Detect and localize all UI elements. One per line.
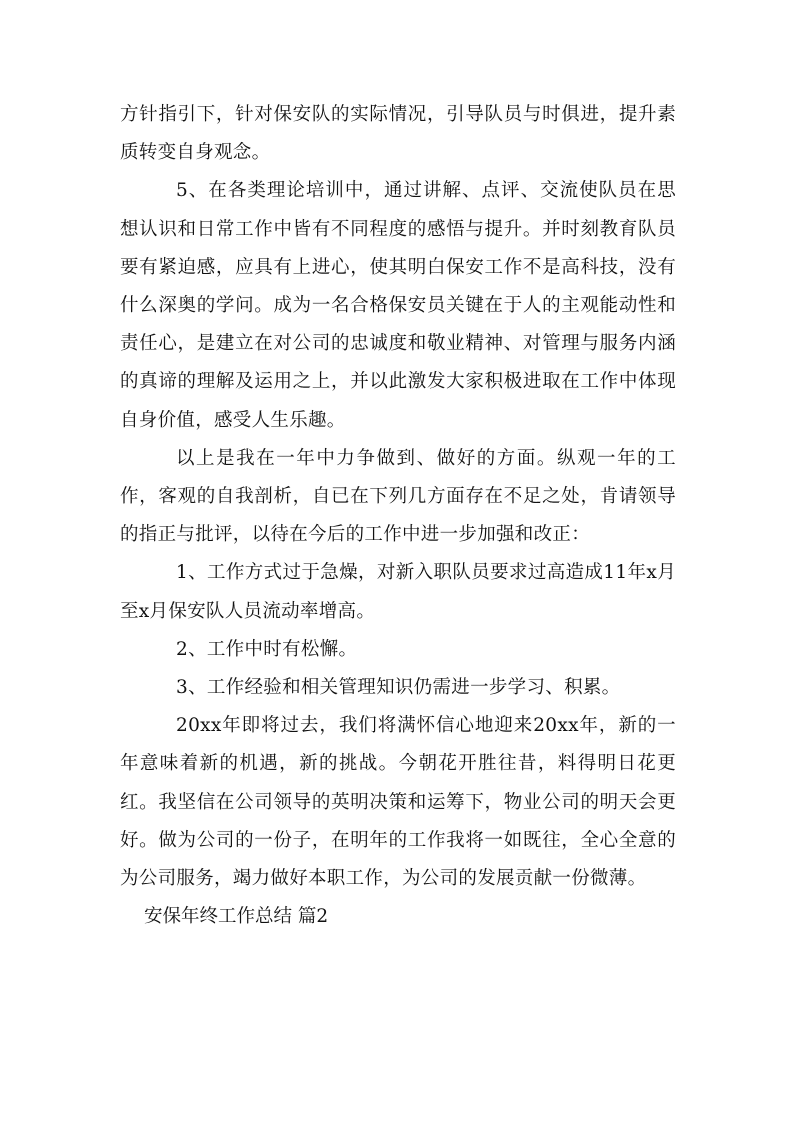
paragraph-item-5: 5、在各类理论培训中，通过讲解、点评、交流使队员在思想认识和日常工作中皆有不同程度的感悟与提升。并时刻教育队员要有紧迫感，应具有上进心，使其明白保安工作不是高科技，没有什么深奥的学问。成为一名合格保安员关键在于人的主观能动性和责任心，是建立在对公司的忠诚度和敬业精神、对管理与服务内涵的真谛的理解及运用之上，并以此激发大家积极进取在工作中体现自身价值，感受人生乐趣。 <box>120 180 676 431</box>
paragraph-outlook: 20xx年即将过去，我们将满怀信心地迎来20xx年，新的一年意味着新的机遇，新的挑战。今朝花开胜往昔，料得明日花更红。我坚信在公司领导的英明决策和运筹下，物业公司的明天会更好。做为公司的一份子，在明年的工作我将一如既往，全心全意的为公司服务，竭力做好本职工作，为公司的发展贡献一份微薄。 <box>120 715 676 890</box>
document-page <box>120 96 676 936</box>
paragraph-continuation: 方针指引下，针对保安队的实际情况，引导队员与时俱进，提升素质转变自身观念。 <box>120 104 676 164</box>
paragraph-shortcoming-3: 3、工作经验和相关管理知识仍需进一步学习、积累。 <box>176 677 621 699</box>
paragraph-self-review: 以上是我在一年中力争做到、做好的方面。纵观一年的工作，客观的自我剖析，自已在下列几方面存在不足之处，肯请领导的指正与批评，以待在今后的工作中进一步加强和改正： <box>120 447 676 546</box>
section-heading: 安保年终工作总结 篇2 <box>144 906 329 928</box>
paragraph-shortcoming-2: 2、工作中时有松懈。 <box>176 638 358 660</box>
paragraph-shortcoming-1: 1、工作方式过于急燥，对新入职队员要求过高造成11年x月至x月保安队人员流动率增高。 <box>120 562 676 622</box>
